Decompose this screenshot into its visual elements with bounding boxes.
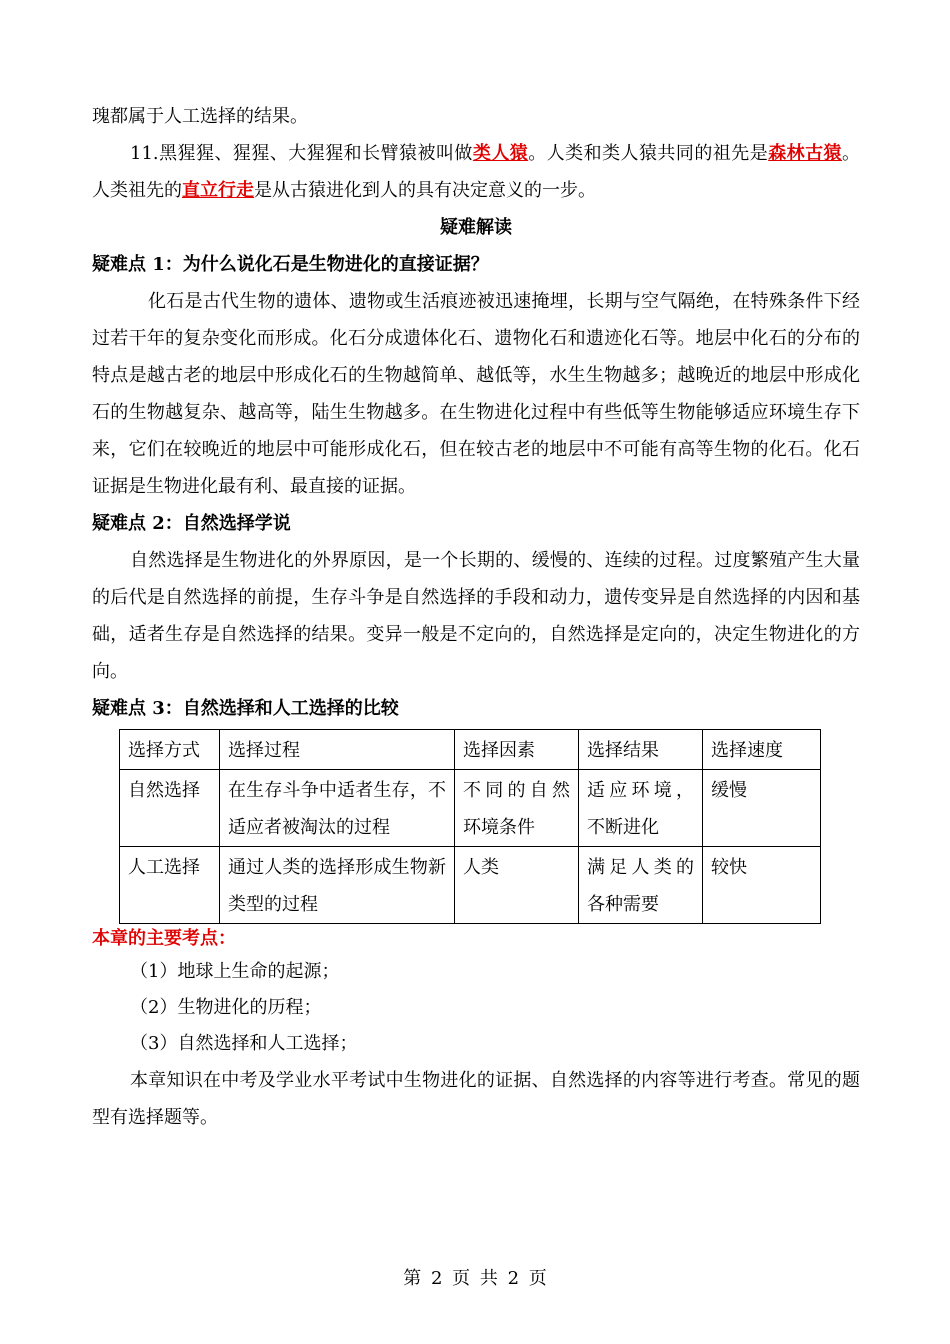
key-point-item: （2）生物进化的历程； [130,997,322,1018]
table-header-cell: 选择结果 [579,730,703,770]
key-points-title: 本章的主要考点： [92,928,236,949]
difficulty-2-title: 疑难点 2：自然选择学说 [92,513,291,534]
table-header-cell: 选择过程 [220,730,455,770]
table-header-cell: 选择方式 [120,730,220,770]
difficulty-1-body: 化石是古代生物的遗体、遗物或生活痕迹被迅速掩埋，长期与空气隔绝，在特殊条件下经过若干年的复杂变化而形成。化石分成遗体化石、遗物化石和遗迹化石等。地层中化石的分布的特点是越古老的地层中形成化石的生物越简单、越低等，水生生物越多；越晚近的地层中形成化石的生物越复杂、越高等，陆生生物越多。在生物进化过程中有些低等生物能够适应环境生存下来，它们在较晚近的地层中可能形成化石，但在较古老的地层中不可能有高等生物的化石。化石证据是生物进化最有利、最直接的证据。 [92,291,860,497]
item-11-text-1: 11.黑猩猩、猩猩、大猩猩和长臂猿被叫做 [130,143,473,164]
section-title: 疑难解读 [440,217,512,238]
table-header-cell: 选择因素 [455,730,579,770]
table-row [120,847,821,924]
table-cell: 在生存斗争中适者生存，不适应者被淘汰的过程 [220,770,455,847]
document-page [92,98,860,1136]
item-11 [92,135,860,209]
keyword-apes: 类人猿 [472,143,529,164]
table-cell: 人类 [455,847,579,924]
table-cell: 缓慢 [703,770,821,847]
paragraph-continuation: 瑰都属于人工选择的结果。 [92,106,308,127]
key-point-item: （1）地球上生命的起源； [130,961,340,982]
item-11-text-3: 。人类祖先的 [92,143,861,201]
table-cell: 较快 [703,847,821,924]
table-header-row [120,730,821,770]
item-11-text-4: 是从古猿进化到人的具有决定意义的一步。 [254,180,596,201]
difficulty-2-body: 自然选择是生物进化的外界原因，是一个长期的、缓慢的、连续的过程。过度繁殖产生大量的后代是自然选择的前提，生存斗争是自然选择的手段和动力，遗传变异是自然选择的内因和基础，适者生存是自然选择的结果。变异一般是不定向的，自然选择是定向的，决定生物进化的方向。 [92,550,860,682]
comparison-table [119,729,821,924]
table-cell: 满足人类的各种需要 [579,847,703,924]
table-cell: 通过人类的选择形成生物新类型的过程 [220,847,455,924]
item-11-text-2: 。人类和类人猿共同的祖先是 [528,143,769,164]
key-points-summary: 本章知识在中考及学业水平考试中生物进化的证据、自然选择的内容等进行考查。常见的题型有选择题等。 [92,1070,860,1128]
table-row [120,770,821,847]
keyword-upright-walking: 直立行走 [182,180,254,201]
difficulty-1-title: 疑难点 1：为什么说化石是生物进化的直接证据？ [92,254,489,275]
table-header-cell: 选择速度 [703,730,821,770]
page-footer: 第 2 页 共 2 页 [403,1268,547,1289]
difficulty-3-title: 疑难点 3：自然选择和人工选择的比较 [92,698,399,719]
table-cell: 自然选择 [120,770,220,847]
table-cell: 适应环境，不断进化 [579,770,703,847]
key-point-item: （3）自然选择和人工选择； [130,1033,358,1054]
table-cell: 人工选择 [120,847,220,924]
keyword-forest-ape: 森林古猿 [768,143,843,164]
table-cell: 不同的自然环境条件 [455,770,579,847]
